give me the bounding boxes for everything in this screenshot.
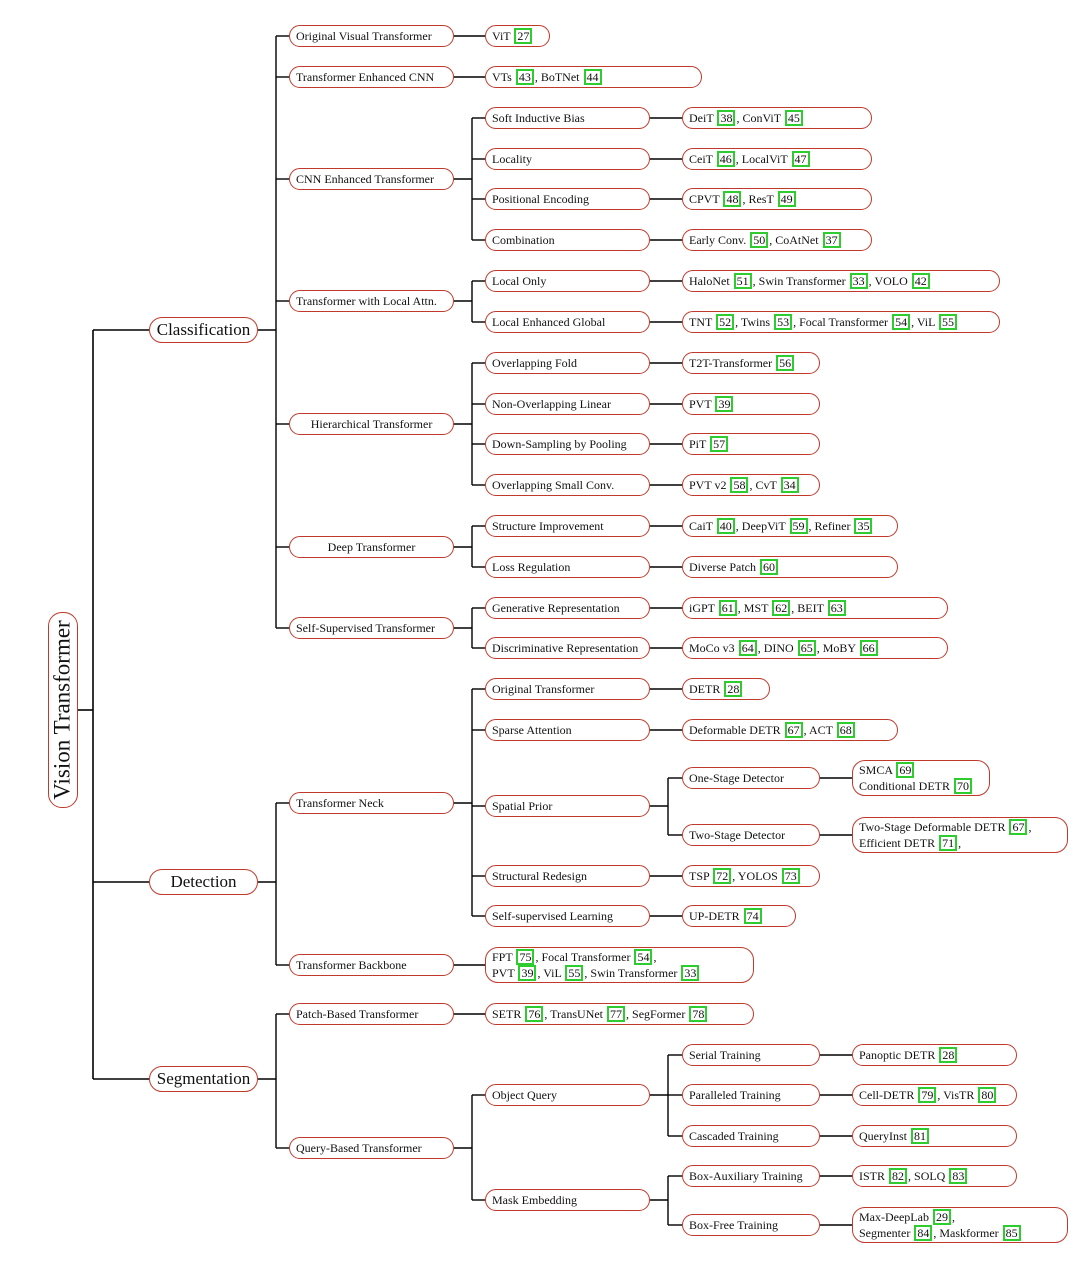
subcategory-node: [289, 290, 454, 312]
citation-number: 62: [772, 600, 790, 616]
reference-box: [682, 229, 872, 251]
subcategory-node: [485, 556, 650, 578]
node-label: Down-Sampling by Pooling: [492, 437, 627, 451]
reference-text: DeiT 38 , ConViT 45: [689, 110, 804, 126]
citation-number: 28: [724, 681, 742, 697]
citation-number: 46: [717, 151, 735, 167]
reference-box: [682, 352, 820, 374]
subcategory-node: [682, 1214, 820, 1236]
node-label: Combination: [492, 233, 555, 247]
node-label: Positional Encoding: [492, 192, 589, 206]
reference-text: ISTR 82 , SOLQ 83: [859, 1168, 968, 1184]
subcategory-node: [485, 597, 650, 619]
subcategory-node: [289, 536, 454, 558]
root-label: Vision Transformer: [50, 620, 75, 800]
citation-number: 39: [715, 396, 733, 412]
subcategory-node: [485, 393, 650, 415]
reference-text: TSP 72 , YOLOS 73: [689, 868, 801, 884]
reference-box: [852, 1125, 1017, 1147]
reference-text: PVT v2 58 , CvT 34: [689, 477, 800, 493]
reference-text: QueryInst 81: [859, 1128, 930, 1144]
reference-box: [682, 148, 872, 170]
citation-number: 83: [949, 1168, 967, 1184]
node-label: Segmentation: [156, 1069, 251, 1088]
node-label: Locality: [492, 152, 532, 166]
citation-number: 48: [723, 191, 741, 207]
reference-box: [852, 1084, 1017, 1106]
subcategory-node: [485, 107, 650, 129]
node-label: Sparse Attention: [492, 723, 572, 737]
node-label: Structural Redesign: [492, 869, 587, 883]
citation-number: 69: [896, 762, 914, 778]
reference-box: [682, 393, 820, 415]
citation-number: 42: [912, 273, 930, 289]
citation-number: 65: [798, 640, 816, 656]
subcategory-node: [289, 168, 454, 190]
citation-number: 49: [778, 191, 796, 207]
reference-box: [682, 270, 1000, 292]
citation-number: 29: [933, 1209, 951, 1225]
citation-number: 53: [774, 314, 792, 330]
reference-text: T2T-Transformer 56: [689, 355, 795, 371]
reference-box: [485, 1003, 754, 1025]
node-label: Transformer Backbone: [296, 958, 407, 972]
subcategory-node: [682, 1084, 820, 1106]
subcategory-node: [682, 1165, 820, 1187]
subcategory-node: [485, 1189, 650, 1211]
node-label: Paralleled Training: [689, 1088, 781, 1102]
citation-number: 60: [760, 559, 778, 575]
subcategory-node: [485, 148, 650, 170]
node-label: Discriminative Representation: [492, 641, 639, 655]
node-label: Serial Training: [689, 1048, 761, 1062]
reference-box: [852, 760, 990, 796]
citation-number: 64: [739, 640, 757, 656]
reference-text: DETR 28: [689, 681, 743, 697]
reference-text: Deformable DETR 67 , ACT 68: [689, 722, 856, 738]
category-node: [149, 317, 258, 343]
node-label: Classification: [156, 320, 251, 339]
subcategory-node: [485, 188, 650, 210]
node-label: Self-Supervised Transformer: [296, 621, 435, 635]
reference-text: Panoptic DETR 28: [859, 1047, 958, 1063]
citation-number: 40: [717, 518, 735, 534]
subcategory-node: [289, 792, 454, 814]
subcategory-node: [485, 865, 650, 887]
citation-number: 72: [713, 868, 731, 884]
node-label: Soft Inductive Bias: [492, 111, 585, 125]
reference-text: CeiT 46 , LocalViT 47: [689, 151, 811, 167]
citation-number: 71: [939, 835, 957, 851]
reference-box: [682, 433, 820, 455]
reference-box: [682, 107, 872, 129]
citation-number: 56: [776, 355, 794, 371]
node-label: Transformer Neck: [296, 796, 384, 810]
citation-number: 84: [914, 1225, 932, 1241]
reference-box: [485, 25, 550, 47]
node-label: Hierarchical Transformer: [310, 417, 433, 431]
node-label: Transformer with Local Attn.: [296, 294, 437, 308]
subcategory-node: [682, 1125, 820, 1147]
citation-number: 54: [892, 314, 910, 330]
reference-box: [485, 947, 754, 983]
reference-text: UP-DETR 74: [689, 908, 763, 924]
citation-number: 66: [860, 640, 878, 656]
citation-number: 58: [730, 477, 748, 493]
citation-number: 80: [978, 1087, 996, 1103]
subcategory-node: [485, 719, 650, 741]
reference-text: Diverse Patch 60: [689, 559, 779, 575]
node-label: Local Only: [492, 274, 547, 288]
reference-box: [682, 188, 872, 210]
citation-number: 77: [607, 1006, 625, 1022]
node-label: Structure Improvement: [492, 519, 604, 533]
node-label: Query-Based Transformer: [296, 1141, 422, 1155]
node-label: Overlapping Small Conv.: [492, 478, 615, 492]
subcategory-node: [485, 474, 650, 496]
node-label: Loss Regulation: [492, 560, 571, 574]
citation-number: 39: [518, 965, 536, 981]
subcategory-node: [485, 1084, 650, 1106]
reference-box: [682, 637, 948, 659]
citation-number: 74: [744, 908, 762, 924]
citation-number: 81: [911, 1128, 929, 1144]
citation-number: 61: [719, 600, 737, 616]
citation-number: 75: [516, 949, 534, 965]
reference-box: [852, 1207, 1068, 1243]
subcategory-node: [485, 637, 650, 659]
reference-box: [682, 678, 770, 700]
citation-number: 34: [781, 477, 799, 493]
reference-box: [682, 515, 898, 537]
reference-text: FPT 75 , Focal Transformer 54 ,: [492, 950, 657, 964]
citation-number: 68: [837, 722, 855, 738]
citation-number: 57: [710, 436, 728, 452]
citation-number: 47: [792, 151, 810, 167]
reference-text: PVT 39: [689, 396, 734, 412]
node-label: Generative Representation: [492, 601, 620, 615]
citation-number: 44: [584, 69, 602, 85]
subcategory-node: [485, 905, 650, 927]
reference-text: ViT 27: [492, 28, 533, 44]
reference-text: TNT 52 , Twins 53 , Focal Transformer 54 , ViL 55: [689, 314, 958, 330]
citation-number: 85: [1003, 1225, 1021, 1241]
category-node: [149, 869, 258, 895]
reference-text: Segmenter 84 , Maskformer 85: [859, 1225, 1022, 1241]
subcategory-node: [682, 767, 820, 789]
subcategory-node: [485, 229, 650, 251]
reference-text: PVT 39 , ViL 55 , Swin Transformer 33: [492, 965, 700, 981]
subcategory-node: [485, 352, 650, 374]
citation-number: 55: [565, 965, 583, 981]
citation-number: 28: [939, 1047, 957, 1063]
reference-text: VTs 43 , BoTNet 44: [492, 69, 603, 85]
reference-box: [852, 1165, 1017, 1187]
citation-number: 45: [785, 110, 803, 126]
node-label: Self-supervised Learning: [492, 909, 613, 923]
subcategory-node: [682, 1044, 820, 1066]
reference-text: iGPT 61 , MST 62 , BEIT 63: [689, 600, 847, 616]
citation-number: 78: [689, 1006, 707, 1022]
reference-box: [682, 865, 820, 887]
reference-text: HaloNet 51 , Swin Transformer 33 , VOLO 42: [689, 273, 931, 289]
subcategory-node: [289, 25, 454, 47]
subcategory-node: [485, 433, 650, 455]
reference-text: MoCo v3 64 , DINO 65 , MoBY 66: [689, 640, 879, 656]
citation-number: 76: [525, 1006, 543, 1022]
node-label: Spatial Prior: [492, 799, 553, 813]
reference-text: Cell-DETR 79 , VisTR 80: [859, 1087, 997, 1103]
reference-text: CPVT 48 , ResT 49: [689, 191, 797, 207]
citation-number: 73: [782, 868, 800, 884]
citation-number: 38: [717, 110, 735, 126]
node-label: Object Query: [492, 1088, 557, 1102]
citation-number: 82: [889, 1168, 907, 1184]
citation-number: 51: [734, 273, 752, 289]
node-label: Deep Transformer: [327, 540, 416, 554]
node-label: Box-Free Training: [689, 1218, 779, 1232]
reference-text: SETR 76 , TransUNet 77 , SegFormer 78: [492, 1006, 708, 1022]
subcategory-node: [289, 954, 454, 976]
subcategory-node: [289, 617, 454, 639]
citation-number: 67: [1009, 819, 1027, 835]
node-label: Two-Stage Detector: [689, 828, 786, 842]
subcategory-node: [485, 270, 650, 292]
node-label: Non-Overlapping Linear: [492, 397, 611, 411]
subcategory-node: [485, 515, 650, 537]
subcategory-node: [485, 311, 650, 333]
citation-number: 37: [823, 232, 841, 248]
reference-box: [682, 474, 820, 496]
reference-box: [485, 66, 702, 88]
node-label: Original Transformer: [492, 682, 595, 696]
citation-number: 27: [514, 28, 532, 44]
reference-text: CaiT 40 , DeepViT 59 , Refiner 35: [689, 518, 873, 534]
reference-box: [682, 311, 1000, 333]
citation-number: 43: [516, 69, 534, 85]
citation-number: 55: [939, 314, 957, 330]
citation-number: 33: [681, 965, 699, 981]
citation-number: 79: [918, 1087, 936, 1103]
reference-box: [682, 556, 898, 578]
citation-number: 35: [854, 518, 872, 534]
reference-box: [682, 597, 948, 619]
reference-text: Two-Stage Deformable DETR 67 ,: [859, 820, 1032, 834]
citation-number: 33: [850, 273, 868, 289]
reference-box: [682, 905, 796, 927]
reference-text: SMCA 69: [859, 762, 915, 778]
reference-text: Efficient DETR 71 ,: [859, 836, 962, 850]
citation-number: 52: [716, 314, 734, 330]
subcategory-node: [485, 795, 650, 817]
node-label: Detection: [170, 872, 237, 891]
reference-text: Max-DeepLab 29 ,: [859, 1210, 955, 1224]
citation-number: 67: [785, 722, 803, 738]
subcategory-node: [682, 824, 820, 846]
node-label: Transformer Enhanced CNN: [296, 70, 435, 84]
citation-number: 54: [634, 949, 652, 965]
node-label: Cascaded Training: [689, 1129, 779, 1143]
citation-number: 70: [954, 778, 972, 794]
citation-number: 50: [750, 232, 768, 248]
subcategory-node: [289, 1003, 454, 1025]
node-label: CNN Enhanced Transformer: [296, 172, 434, 186]
reference-text: PiT 57: [689, 436, 729, 452]
reference-text: Conditional DETR 70: [859, 778, 973, 794]
subcategory-node: [289, 1137, 454, 1159]
subcategory-node: [289, 66, 454, 88]
citation-number: 63: [828, 600, 846, 616]
node-label: Original Visual Transformer: [296, 29, 432, 43]
node-label: Box-Auxiliary Training: [689, 1169, 803, 1183]
reference-box: [852, 1044, 1017, 1066]
reference-box: [682, 719, 898, 741]
node-label: Overlapping Fold: [492, 356, 577, 370]
node-label: One-Stage Detector: [689, 771, 784, 785]
node-label: Patch-Based Transformer: [296, 1007, 419, 1021]
reference-box: [852, 817, 1068, 853]
node-label: Mask Embedding: [492, 1193, 577, 1207]
reference-text: Early Conv. 50 , CoAtNet 37: [689, 232, 842, 248]
category-node: [149, 1066, 258, 1092]
citation-number: 59: [790, 518, 808, 534]
node-label: Local Enhanced Global: [492, 315, 606, 329]
subcategory-node: [485, 678, 650, 700]
subcategory-node: [289, 413, 454, 435]
root-node: [48, 612, 78, 808]
